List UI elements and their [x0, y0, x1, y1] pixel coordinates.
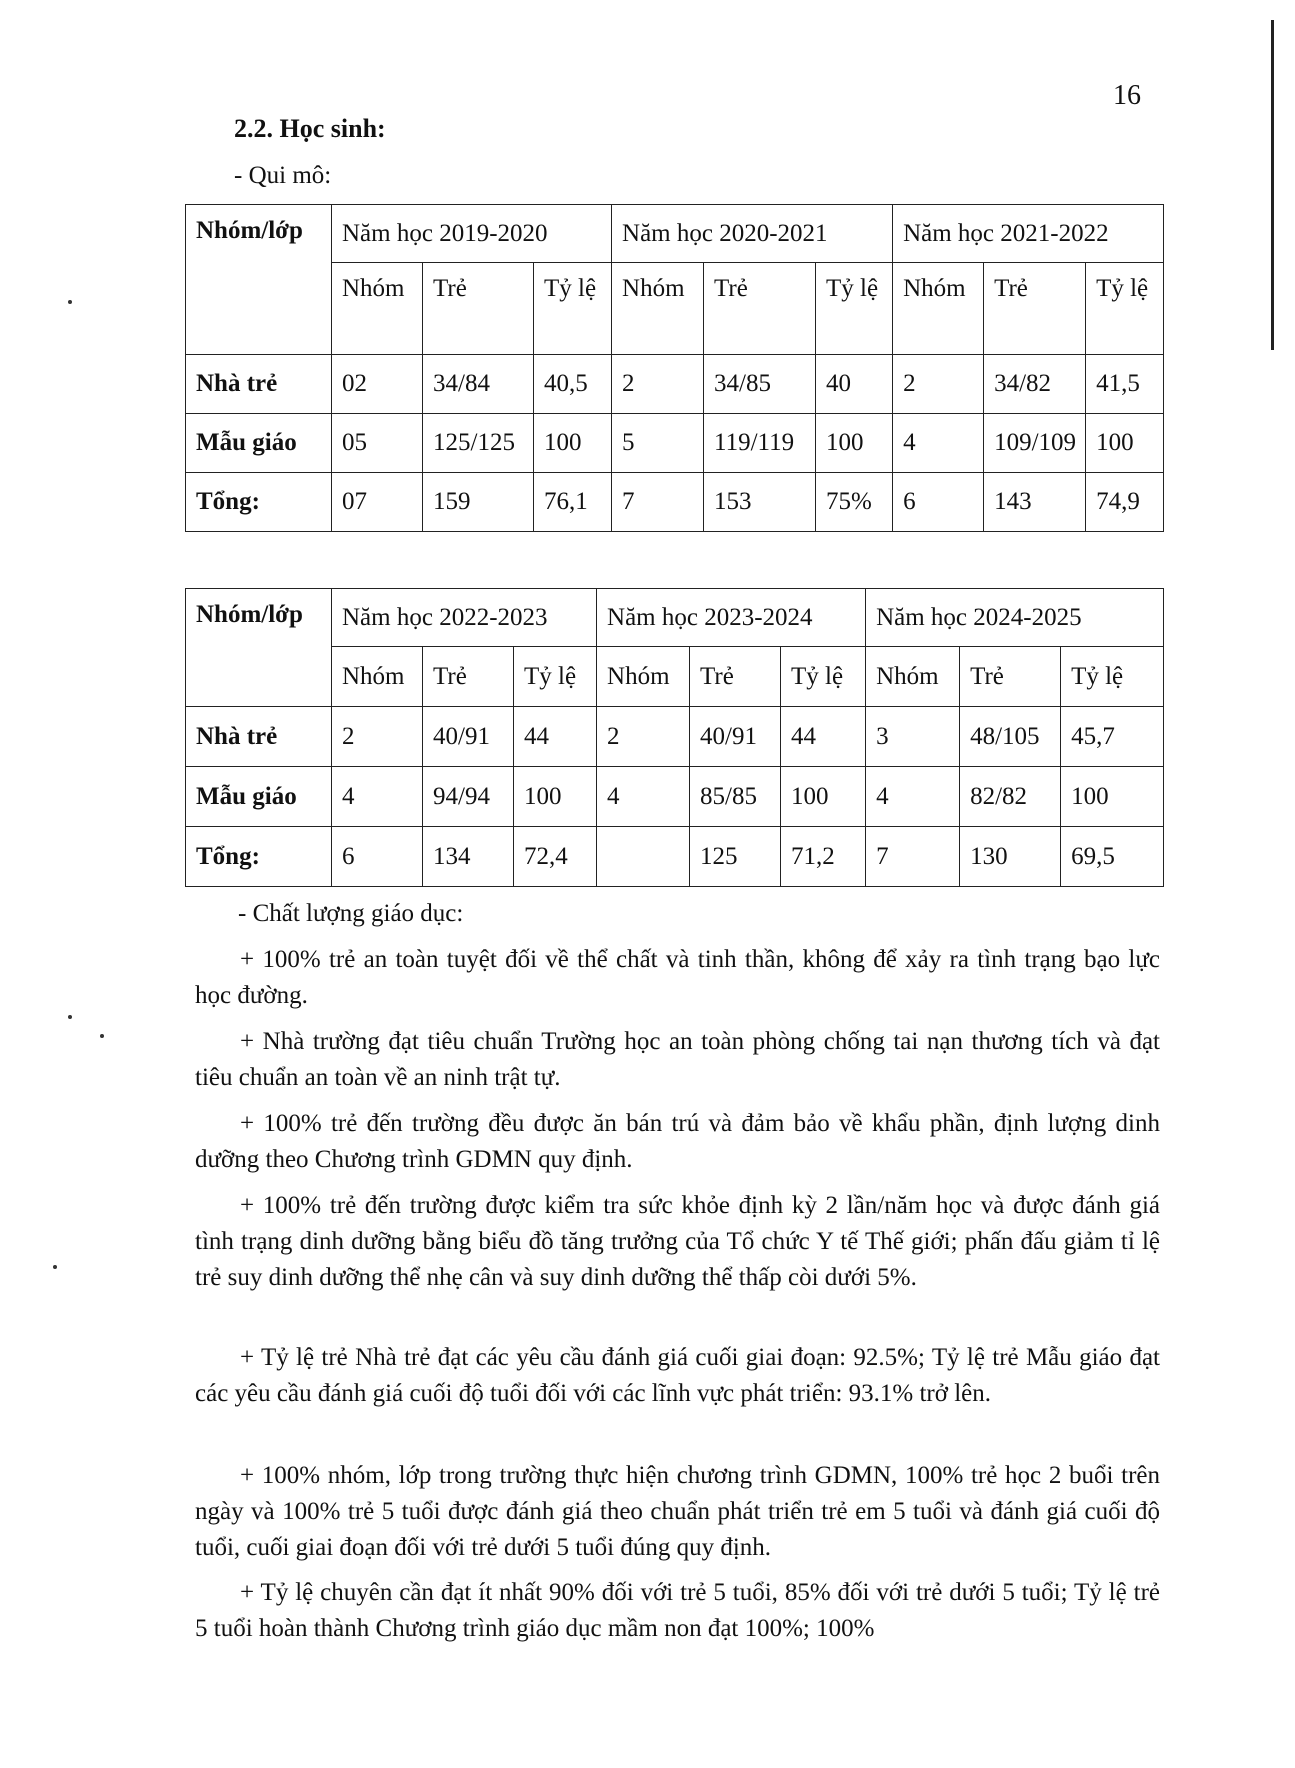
table-cell: 07 — [332, 473, 423, 532]
quality-item-nutrition: + 100% trẻ đến trường đều được ăn bán trú và đảm bảo về khẩu phần, định lượng dinh dưỡng theo Chương trình GDMN quy định. — [195, 1110, 1160, 1173]
table-cell: 100 — [534, 414, 612, 473]
subheader-children: Trẻ — [690, 647, 781, 707]
quality-item-attendance: + Tỷ lệ chuyên cần đạt ít nhất 90% đối với trẻ 5 tuổi, 85% đối với trẻ dưới 5 tuổi; Tỷ lệ trẻ 5 tuổi hoàn thành Chương trình giáo dục mầm non đạt 100%; 100% — [195, 1579, 1160, 1642]
table-cell: 4 — [893, 414, 984, 473]
corner-header: Nhóm/lớp — [186, 589, 332, 707]
table-row — [186, 473, 1164, 532]
subheader-children: Trẻ — [960, 647, 1061, 707]
table-cell: 4 — [866, 767, 960, 827]
table-cell: 44 — [781, 707, 866, 767]
page-number: 16 — [1113, 80, 1141, 111]
row-label: Tổng: — [186, 473, 332, 532]
year-header: Năm học 2023-2024 — [597, 589, 866, 647]
table-cell: 4 — [597, 767, 690, 827]
table-cell: 2 — [332, 707, 423, 767]
table-cell: 6 — [332, 827, 423, 887]
subheader-ratio: Tỷ lệ — [1061, 647, 1164, 707]
table-row — [186, 767, 1164, 827]
table-cell: 100 — [1086, 414, 1164, 473]
table-cell: 2 — [612, 355, 704, 414]
table-cell — [597, 827, 690, 887]
table-cell: 41,5 — [1086, 355, 1164, 414]
table-cell: 125/125 — [423, 414, 534, 473]
table-cell: 69,5 — [1061, 827, 1164, 887]
year-header: Năm học 2019-2020 — [332, 205, 612, 263]
table-cell: 40,5 — [534, 355, 612, 414]
scan-speck — [100, 1034, 104, 1038]
corner-header: Nhóm/lớp — [186, 205, 332, 355]
scan-speck — [68, 1015, 72, 1019]
table-row — [186, 414, 1164, 473]
table-cell: 48/105 — [960, 707, 1061, 767]
table-row — [186, 707, 1164, 767]
table-cell: 76,1 — [534, 473, 612, 532]
subheader-ratio: Tỷ lệ — [781, 647, 866, 707]
row-label: Mẫu giáo — [186, 767, 332, 827]
quality-item-assessment: + Tỷ lệ trẻ Nhà trẻ đạt các yêu cầu đánh giá cuối giai đoạn: 92.5%; Tỷ lệ trẻ Mẫu giáo đạt các yêu cầu đánh giá cuối độ tuổi đối với các lĩnh vực phát triển: 93.1% trở lên. — [195, 1344, 1160, 1407]
table-row — [186, 827, 1164, 887]
scale-table-2019-2022 — [185, 204, 1164, 532]
table-cell: 94/94 — [423, 767, 514, 827]
table-cell: 6 — [893, 473, 984, 532]
table-cell: 100 — [816, 414, 893, 473]
section-heading: 2.2. Học sinh: — [234, 114, 386, 143]
scale-table-2022-2025 — [185, 588, 1164, 887]
year-header: Năm học 2022-2023 — [332, 589, 597, 647]
subheader-children: Trẻ — [984, 263, 1086, 355]
quality-item-health-check: + 100% trẻ đến trường được kiểm tra sức khỏe định kỳ 2 lần/năm học và được đánh giá tình trạng dinh dưỡng bằng biểu đồ tăng trưởng của Tổ chức Y tế Thế giới; phấn đấu giảm tỉ lệ trẻ suy dinh dưỡng thể nhẹ cân và suy dinh dưỡng thể thấp còi dưới 5%. — [195, 1192, 1160, 1291]
subheader-group: Nhóm — [866, 647, 960, 707]
table-cell: 72,4 — [514, 827, 597, 887]
subheader-ratio: Tỷ lệ — [534, 263, 612, 355]
row-label: Nhà trẻ — [186, 707, 332, 767]
table-cell: 4 — [332, 767, 423, 827]
page-edge-rule — [1271, 20, 1274, 350]
table-cell: 40/91 — [690, 707, 781, 767]
table-cell: 75% — [816, 473, 893, 532]
table-cell: 74,9 — [1086, 473, 1164, 532]
table-cell: 134 — [423, 827, 514, 887]
table-cell: 40 — [816, 355, 893, 414]
subheader-group: Nhóm — [332, 263, 423, 355]
table-cell: 85/85 — [690, 767, 781, 827]
subheader-children: Trẻ — [704, 263, 816, 355]
table-row — [186, 355, 1164, 414]
scan-speck — [53, 1265, 57, 1269]
table-cell: 100 — [781, 767, 866, 827]
table-cell: 153 — [704, 473, 816, 532]
table-cell: 130 — [960, 827, 1061, 887]
table-cell: 109/109 — [984, 414, 1086, 473]
table-cell: 7 — [866, 827, 960, 887]
year-header: Năm học 2021-2022 — [893, 205, 1164, 263]
subheader-group: Nhóm — [597, 647, 690, 707]
quality-item-program: + 100% nhóm, lớp trong trường thực hiện chương trình GDMN, 100% trẻ học 2 buổi trên ngày và 100% trẻ 5 tuổi được đánh giá theo chuẩn phát triển trẻ em 5 tuổi và đánh giá cuối độ tuổi, cuối giai đoạn đối với trẻ dưới 5 tuổi đúng quy định. — [195, 1462, 1160, 1561]
table-cell: 2 — [597, 707, 690, 767]
quality-item-safety: + 100% trẻ an toàn tuyệt đối về thể chất và tinh thần, không để xảy ra tình trạng bạo lực học đường. — [195, 946, 1160, 1009]
table-cell: 82/82 — [960, 767, 1061, 827]
table-cell: 45,7 — [1061, 707, 1164, 767]
table-cell: 3 — [866, 707, 960, 767]
year-header: Năm học 2020-2021 — [612, 205, 893, 263]
subheader-children: Trẻ — [423, 647, 514, 707]
table-cell: 71,2 — [781, 827, 866, 887]
table-cell: 44 — [514, 707, 597, 767]
table-cell: 100 — [514, 767, 597, 827]
quality-item-school-standard: + Nhà trường đạt tiêu chuẩn Trường học an toàn phòng chống tai nạn thương tích và đạt tiêu chuẩn an toàn về an ninh trật tự. — [195, 1028, 1160, 1091]
table-cell: 100 — [1061, 767, 1164, 827]
table-cell: 34/85 — [704, 355, 816, 414]
table-cell: 119/119 — [704, 414, 816, 473]
table-cell: 5 — [612, 414, 704, 473]
row-label: Mẫu giáo — [186, 414, 332, 473]
table-cell: 34/82 — [984, 355, 1086, 414]
table-cell: 40/91 — [423, 707, 514, 767]
year-header: Năm học 2024-2025 — [866, 589, 1164, 647]
table-cell: 34/84 — [423, 355, 534, 414]
table-cell: 125 — [690, 827, 781, 887]
scan-speck — [68, 300, 72, 304]
subheader-group: Nhóm — [332, 647, 423, 707]
table-cell: 02 — [332, 355, 423, 414]
quality-label: - Chất lượng giáo dục: — [238, 900, 464, 927]
row-label: Nhà trẻ — [186, 355, 332, 414]
table-cell: 143 — [984, 473, 1086, 532]
table-cell: 05 — [332, 414, 423, 473]
subheader-children: Trẻ — [423, 263, 534, 355]
scale-label: - Qui mô: — [234, 162, 332, 189]
row-label: Tổng: — [186, 827, 332, 887]
subheader-group: Nhóm — [893, 263, 984, 355]
table-cell: 2 — [893, 355, 984, 414]
table-cell: 159 — [423, 473, 534, 532]
subheader-ratio: Tỷ lệ — [816, 263, 893, 355]
subheader-ratio: Tỷ lệ — [1086, 263, 1164, 355]
subheader-ratio: Tỷ lệ — [514, 647, 597, 707]
subheader-group: Nhóm — [612, 263, 704, 355]
table-cell: 7 — [612, 473, 704, 532]
